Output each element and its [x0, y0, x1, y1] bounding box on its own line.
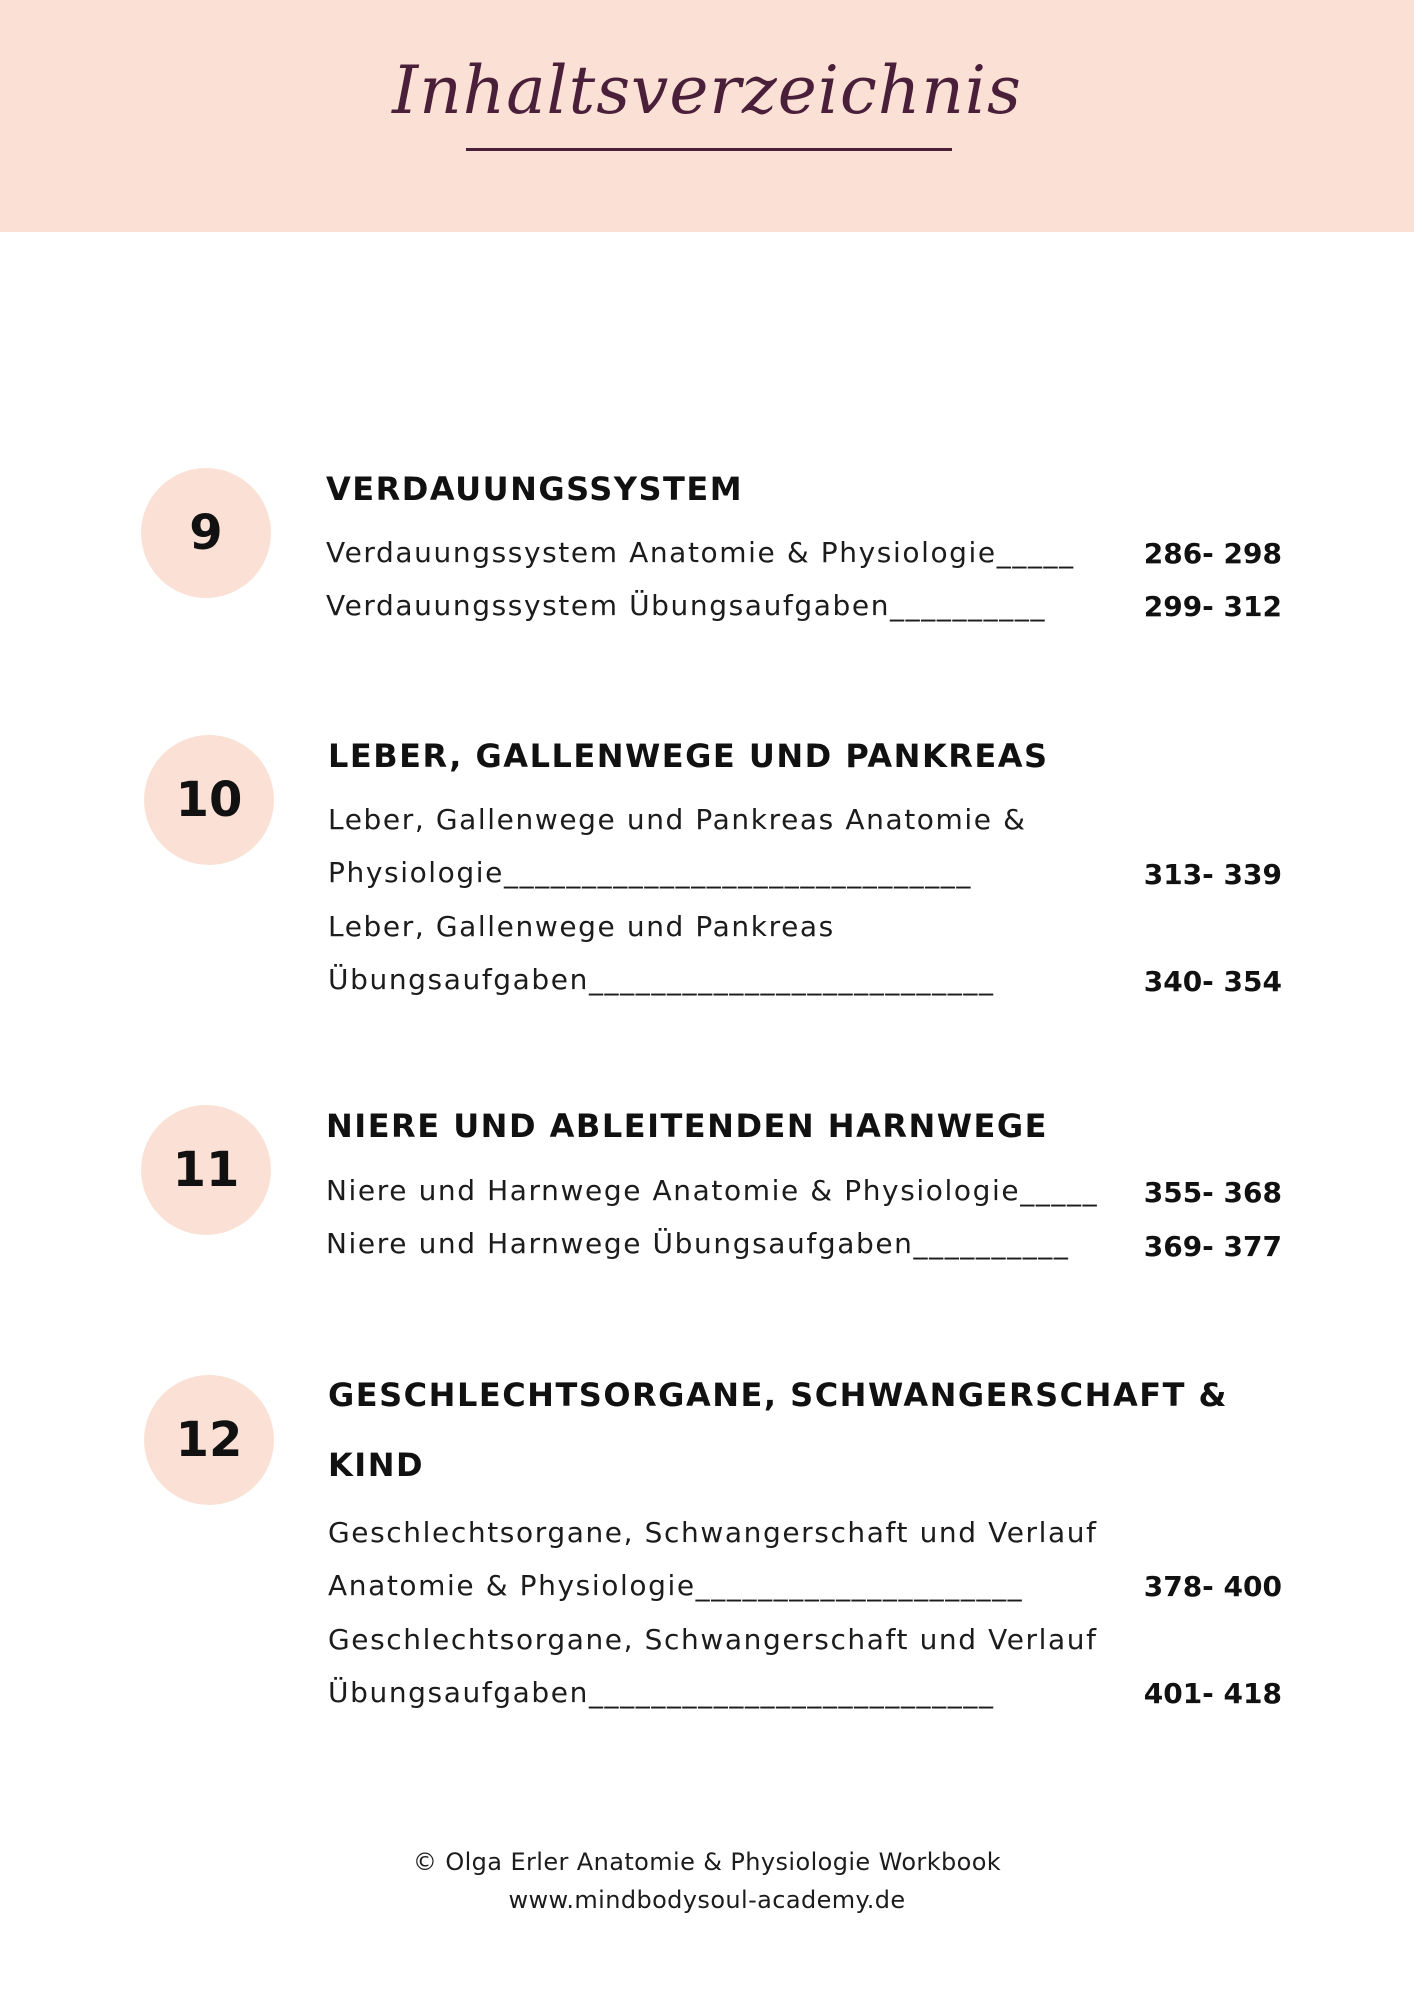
toc-entry-pages[interactable]: 355- 368	[1143, 1176, 1282, 1209]
toc-entry-text[interactable]: Niere und Harnwege Übungsaufgaben__________	[326, 1227, 1070, 1260]
toc-entry-text[interactable]: Übungsaufgaben__________________________	[328, 963, 995, 996]
chapter-number-circle: 9	[141, 468, 271, 598]
toc-entry-pages[interactable]: 299- 312	[1143, 590, 1282, 623]
footer-website-link[interactable]: www.mindbodysoul-academy.de	[508, 1886, 906, 1914]
chapter-title: NIERE UND ABLEITENDEN HARNWEGE	[326, 1107, 1049, 1145]
chapter-number-circle: 12	[144, 1375, 274, 1505]
toc-entry-text[interactable]: Geschlechtsorgane, Schwangerschaft und Verlauf	[328, 1516, 1098, 1549]
chapter-title: LEBER, GALLENWEGE UND PANKREAS	[328, 737, 1049, 775]
toc-entry-text[interactable]: Anatomie & Physiologie_____________________	[328, 1569, 1024, 1602]
toc-entry-pages[interactable]: 369- 377	[1143, 1230, 1282, 1263]
toc-entry-text[interactable]: Verdauungssystem Übungsaufgaben__________	[326, 589, 1047, 622]
toc-entry-text[interactable]: Physiologie______________________________	[328, 856, 972, 889]
toc-entry-text[interactable]: Verdauungssystem Anatomie & Physiologie_____	[326, 536, 1075, 569]
toc-entry-text[interactable]: Leber, Gallenwege und Pankreas	[328, 910, 835, 943]
toc-entry-text[interactable]: Geschlechtsorgane, Schwangerschaft und Verlauf	[328, 1623, 1098, 1656]
toc-entry-pages[interactable]: 286- 298	[1143, 537, 1282, 570]
chapter-number-circle: 10	[144, 735, 274, 865]
toc-entry-pages[interactable]: 313- 339	[1143, 858, 1282, 891]
chapter-number-circle: 11	[141, 1105, 271, 1235]
chapter-title-continued: KIND	[328, 1446, 425, 1484]
toc-entry-text[interactable]: Niere und Harnwege Anatomie & Physiologie_____	[326, 1174, 1099, 1207]
toc-entry-pages[interactable]: 340- 354	[1143, 965, 1282, 998]
title-underline	[466, 148, 952, 151]
toc-entry-text[interactable]: Übungsaufgaben__________________________	[328, 1676, 995, 1709]
chapter-title: VERDAUUNGSSYSTEM	[326, 470, 744, 508]
toc-entry-pages[interactable]: 401- 418	[1143, 1677, 1282, 1710]
page-title: Inhaltsverzeichnis	[392, 52, 1022, 129]
chapter-title: GESCHLECHTSORGANE, SCHWANGERSCHAFT &	[328, 1376, 1228, 1414]
toc-entry-pages[interactable]: 378- 400	[1143, 1570, 1282, 1603]
footer-copyright: © Olga Erler Anatomie & Physiologie Workbook	[412, 1848, 1002, 1876]
toc-entry-text[interactable]: Leber, Gallenwege und Pankreas Anatomie &	[328, 803, 1027, 836]
